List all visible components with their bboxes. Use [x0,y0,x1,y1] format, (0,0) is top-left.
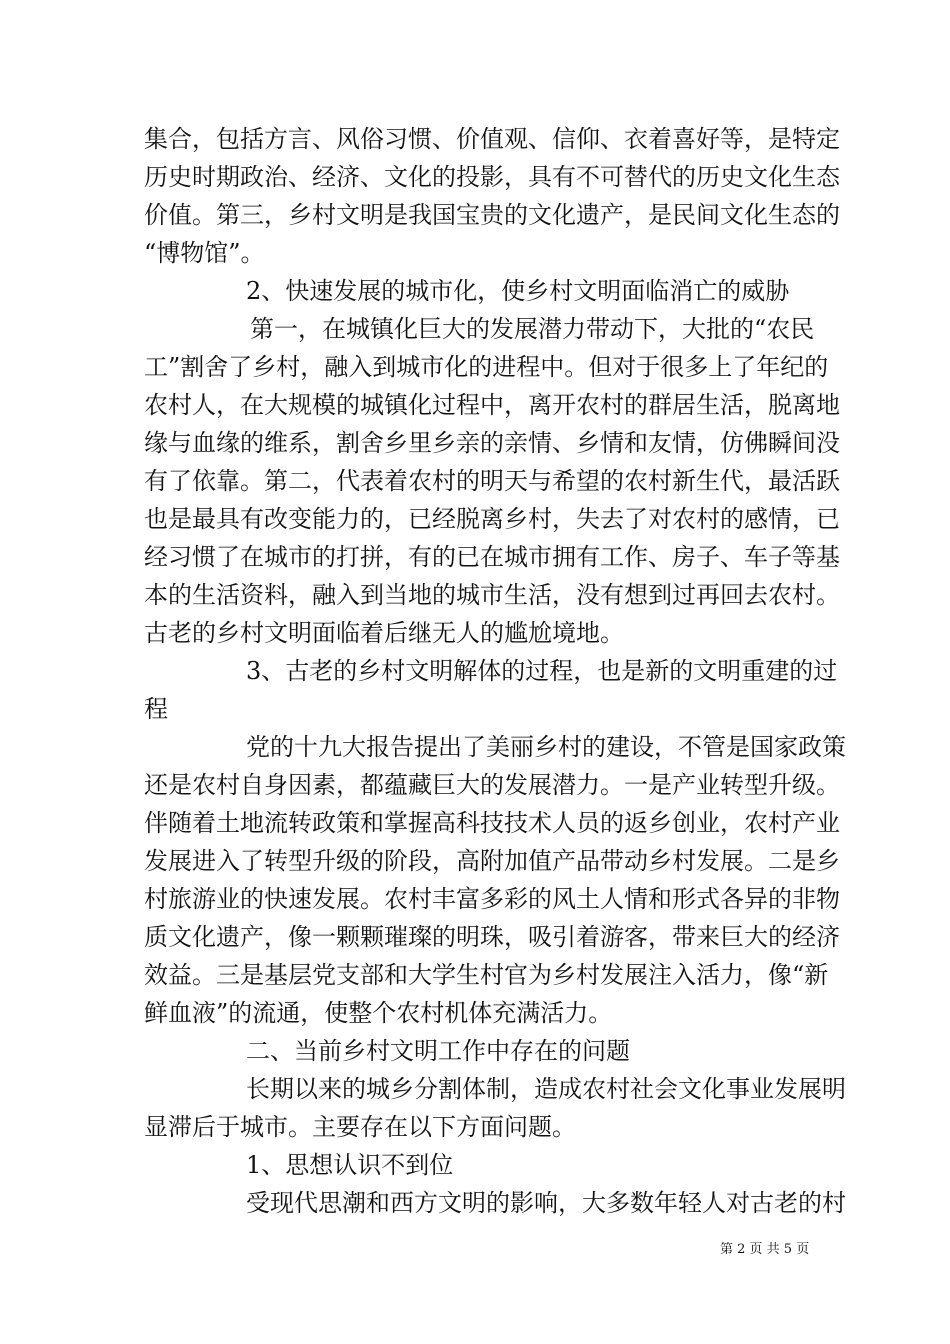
body-text-line: 集合，包括方言、风俗习惯、价值观、信仰、衣着喜好等，是特定 [144,125,840,153]
page-number-footer: 第 2 页 共 5 页 [720,1242,810,1257]
body-text-line: “博物馆”。 [144,239,265,267]
body-text-line: 经习惯了在城市的打拼，有的已在城市拥有工作、房子、车子等基 [144,543,840,571]
section-heading: 3、古老的乡村文明解体的过程，也是新的文明重建的过 [246,657,838,685]
section-heading: 1、思想认识不到位 [246,1151,454,1179]
body-text-line: 本的生活资料，融入到当地的城市生活，没有想到过再回去农村。 [144,581,840,609]
body-text-line: 效益。三是基层党支部和大学生村官为乡村发展注入活力，像“新 [144,961,829,989]
chapter-heading: 二、当前乡村文明工作中存在的问题 [246,1037,630,1065]
body-text-line: 古老的乡村文明面临着后继无人的尴尬境地。 [144,619,624,647]
body-text-line: 伴随着土地流转政策和掌握高科技技术人员的返乡创业，农村产业 [144,809,840,837]
body-text-line: 显滞后于城市。主要存在以下方面问题。 [144,1113,576,1141]
body-text-line: 也是最具有改变能力的，已经脱离乡村，失去了对农村的感情，已 [144,505,840,533]
body-text-line: 工”割舍了乡村，融入到城市化的进程中。但对于很多上了年纪的 [144,353,829,381]
body-text-line: 鲜血液”的流通，使整个农村机体充满活力。 [144,999,613,1027]
body-text-line: 党的十九大报告提出了美丽乡村的建设，不管是国家政策 [246,733,846,761]
body-text-line: 缘与血缘的维系，割舍乡里乡亲的亲情、乡情和友情，仿佛瞬间没 [144,429,840,457]
body-text-line: 价值。第三，乡村文明是我国宝贵的文化遗产，是民间文化生态的 [144,201,840,229]
body-text-line: 还是农村自身因素，都蕴藏巨大的发展潜力。一是产业转型升级。 [144,771,840,799]
section-heading-continued: 程 [144,695,168,723]
body-text-line: 受现代思潮和西方文明的影响，大多数年轻人对古老的村 [246,1189,846,1217]
body-text-line: 质文化遗产，像一颗颗璀璨的明珠，吸引着游客，带来巨大的经济 [144,923,840,951]
body-text-line: 发展进入了转型升级的阶段，高附加值产品带动乡村发展。二是乡 [144,847,840,875]
section-heading: 2、快速发展的城市化，使乡村文明面临消亡的威胁 [246,277,790,305]
body-text-line: 村旅游业的快速发展。农村丰富多彩的风土人情和形式各异的非物 [144,885,840,913]
body-text-line: 农村人，在大规模的城镇化过程中，离开农村的群居生活，脱离地 [144,391,840,419]
body-text-line: 有了依靠。第二，代表着农村的明天与希望的农村新生代，最活跃 [144,467,840,495]
body-text-line: 第一，在城镇化巨大的发展潜力带动下，大批的“农民 [250,315,815,343]
body-text-line: 长期以来的城乡分割体制，造成农村社会文化事业发展明 [246,1075,846,1103]
body-text-line: 历史时期政治、经济、文化的投影，具有不可替代的历史文化生态 [144,163,840,191]
